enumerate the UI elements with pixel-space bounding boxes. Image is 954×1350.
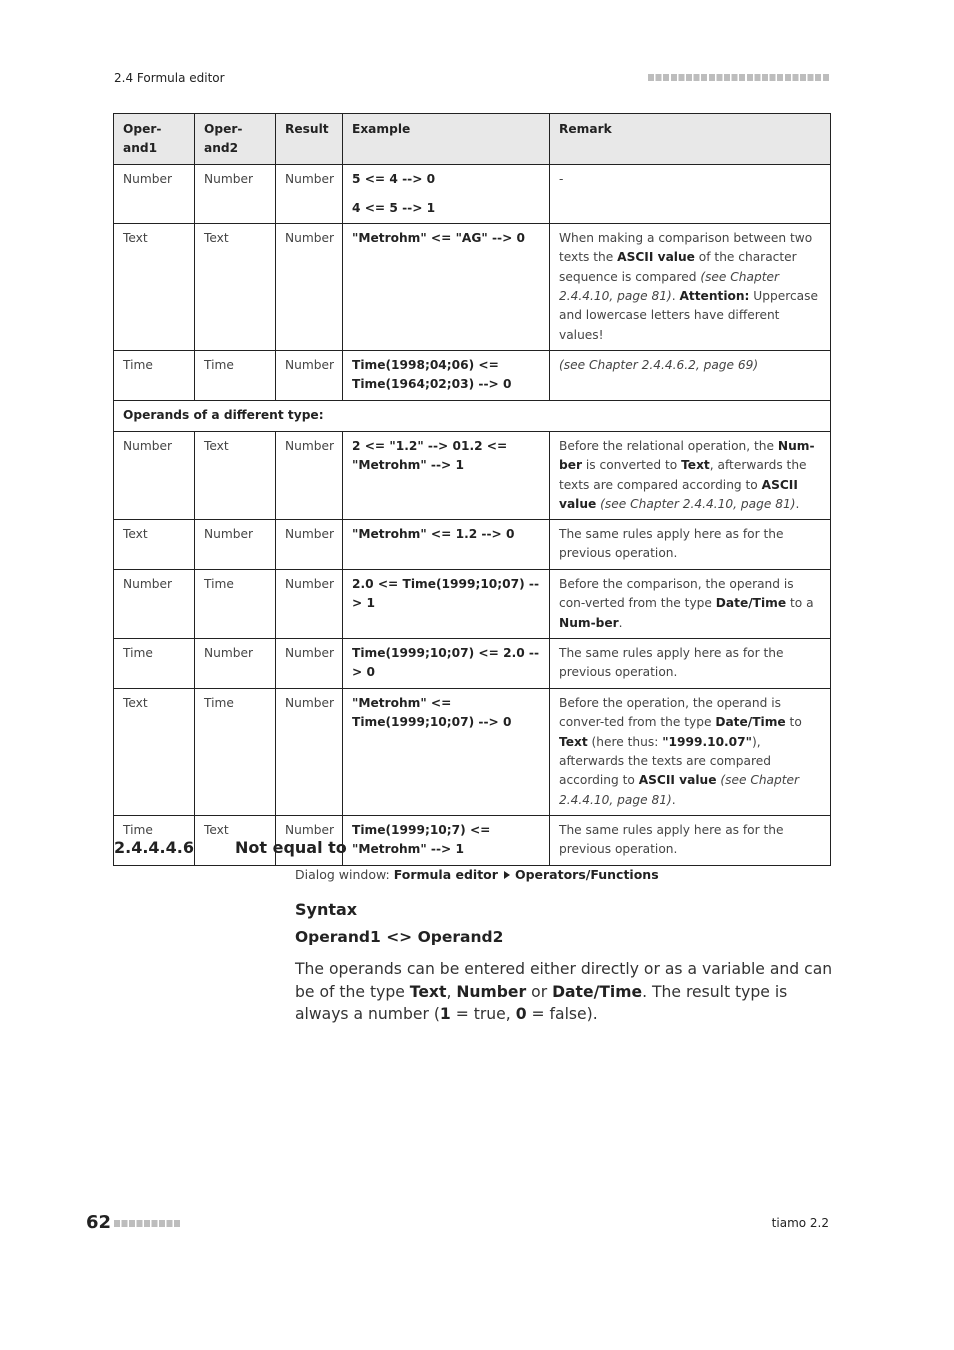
header-decoration <box>648 74 829 81</box>
cell-operand2: Number <box>195 639 276 689</box>
col-header-remark: Remark <box>550 114 831 165</box>
table-row <box>114 224 831 351</box>
footer-decoration <box>114 1220 181 1227</box>
table-header-row <box>114 114 831 165</box>
col-header-operand2: Oper- and2 <box>195 114 276 165</box>
table-row <box>114 350 831 400</box>
cell-example: Time(1999;10;7) <= "Metrohm" --> 1 <box>343 815 550 865</box>
cell-example: Time(1998;04;06) <= Time(1964;02;03) --> 0 <box>343 350 550 400</box>
cell-example: 2 <= "1.2" --> 01.2 <= "Metrohm" --> 1 <box>343 431 550 519</box>
table-row <box>114 815 831 865</box>
cell-operand1: Text <box>114 689 195 816</box>
table-row <box>114 570 831 639</box>
col-header-result: Result <box>276 114 343 165</box>
cell-operand1: Number <box>114 431 195 519</box>
cell-operand1: Time <box>114 350 195 400</box>
syntax-expression: Operand1 <> Operand2 <box>295 928 504 946</box>
cell-example: "Metrohm" <= "AG" --> 0 <box>343 224 550 351</box>
cell-operand2: Text <box>195 815 276 865</box>
cell-example <box>343 164 550 224</box>
cell-operand1: Number <box>114 570 195 639</box>
cell-result: Number <box>276 224 343 351</box>
cell-example: Time(1999;10;07) <= 2.0 --> 0 <box>343 639 550 689</box>
cell-operand1: Number <box>114 164 195 224</box>
cell-remark: The same rules apply here as for the previous operation. <box>550 639 831 689</box>
cell-result: Number <box>276 431 343 519</box>
cell-result: Number <box>276 520 343 570</box>
table-row <box>114 164 831 224</box>
cell-remark: Before the operation, the operand is conver-ted from the type Date/Time to Text (here thus: "1999.10.07"), afterwards the texts are compared according to ASCII value (see Chapter 2.4.4.10, page 81). <box>550 689 831 816</box>
cell-result: Number <box>276 350 343 400</box>
cell-operand1: Time <box>114 815 195 865</box>
cell-operand2: Number <box>195 520 276 570</box>
cell-operand2: Time <box>195 689 276 816</box>
cell-result: Number <box>276 164 343 224</box>
cell-result: Number <box>276 570 343 639</box>
example-line: 4 <= 5 --> 1 <box>352 200 436 215</box>
cell-result: Number <box>276 689 343 816</box>
cell-operand2: Number <box>195 164 276 224</box>
table-row <box>114 689 831 816</box>
col-header-operand1: Oper- and1 <box>114 114 195 165</box>
cell-remark: The same rules apply here as for the previous operation. <box>550 520 831 570</box>
section-title: Not equal to <box>235 838 347 857</box>
cell-remark: - <box>550 164 831 224</box>
dialog-path: Dialog window: Formula editor Operators/Functions <box>295 867 659 882</box>
page-number: 62 <box>86 1212 112 1233</box>
table-row <box>114 639 831 689</box>
cell-operand1: Text <box>114 224 195 351</box>
cell-example: "Metrohm" <= Time(1999;10;07) --> 0 <box>343 689 550 816</box>
running-header: 2.4 Formula editor <box>114 71 225 85</box>
cell-operand2: Text <box>195 224 276 351</box>
table-group-row <box>114 400 831 431</box>
operators-table <box>113 113 831 866</box>
cell-operand1: Text <box>114 520 195 570</box>
cell-operand2: Time <box>195 350 276 400</box>
cell-result: Number <box>276 639 343 689</box>
table-row <box>114 431 831 519</box>
table-row <box>114 520 831 570</box>
cell-remark: When making a comparison between two texts the ASCII value of the character sequence is compared (see Chapter 2.4.4.10, page 81). Attention: Uppercase and lowercase letters have different values! <box>550 224 831 351</box>
syntax-heading: Syntax <box>295 900 358 919</box>
cell-remark: Before the relational operation, the Num-ber is converted to Text, afterwards the texts are compared according to ASCII value (see Chapter 2.4.4.10, page 81). <box>550 431 831 519</box>
example-line: 5 <= 4 --> 0 <box>352 171 436 186</box>
dialog-path-operators: Operators/Functions <box>514 867 659 882</box>
syntax-description: The operands can be entered either directly or as a variable and can be of the type Text, Number or Date/Time. The result type is always a number (1 = true, 0 = false). <box>295 960 833 1023</box>
cell-remark: The same rules apply here as for the previous operation. <box>550 815 831 865</box>
col-header-example: Example <box>343 114 550 165</box>
cell-example: 2.0 <= Time(1999;10;07) --> 1 <box>343 570 550 639</box>
product-name: tiamo 2.2 <box>771 1216 829 1230</box>
arrow-right-icon <box>504 871 510 879</box>
group-label: Operands of a different type: <box>114 400 831 431</box>
cell-result: Number <box>276 815 343 865</box>
cell-example: "Metrohm" <= 1.2 --> 0 <box>343 520 550 570</box>
cell-operand1: Time <box>114 639 195 689</box>
cell-operand2: Time <box>195 570 276 639</box>
dialog-path-formula-editor: Formula editor <box>393 867 498 882</box>
section-number: 2.4.4.4.6 <box>114 838 194 857</box>
cell-remark: Before the comparison, the operand is con-verted from the type Date/Time to a Num-ber. <box>550 570 831 639</box>
cell-operand2: Text <box>195 431 276 519</box>
cell-remark: (see Chapter 2.4.4.6.2, page 69) <box>550 350 831 400</box>
